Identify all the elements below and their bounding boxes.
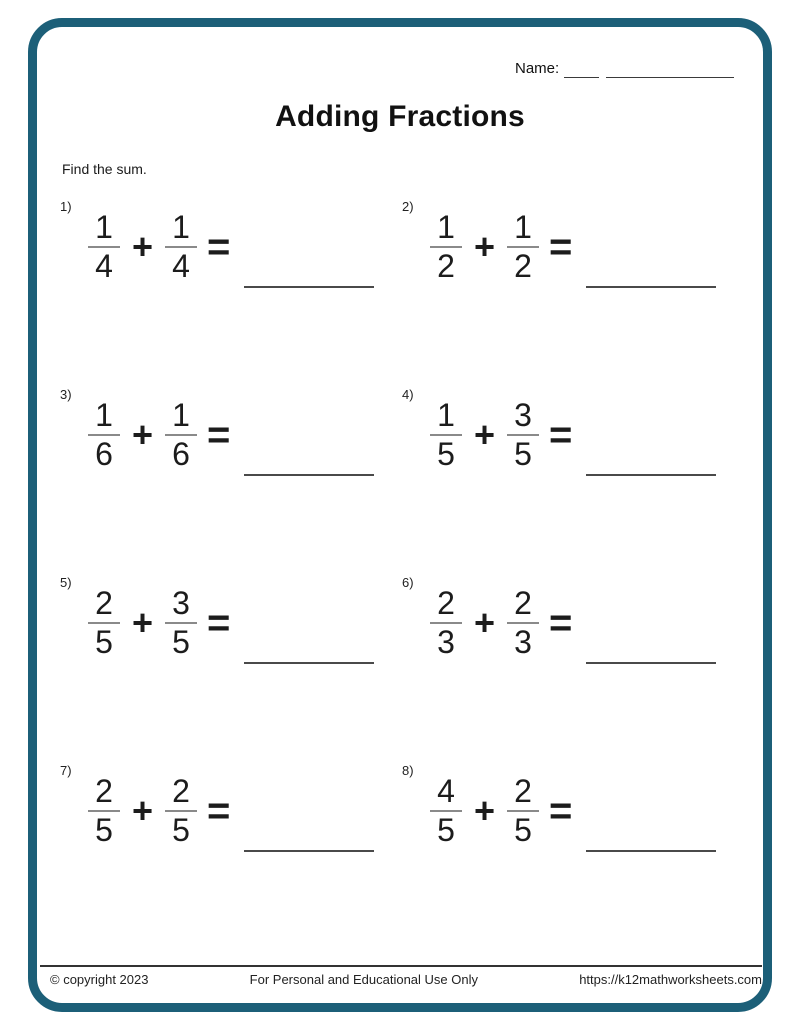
numerator: 3 — [172, 585, 190, 621]
problem — [402, 761, 744, 861]
name-field-row — [515, 60, 734, 78]
denominator: 6 — [95, 436, 113, 472]
denominator: 2 — [437, 248, 455, 284]
numerator: 2 — [514, 773, 532, 809]
name-blank-line[interactable] — [606, 61, 734, 78]
equals-sign: = — [549, 789, 573, 833]
equals-sign: = — [549, 413, 573, 457]
numerator: 2 — [514, 585, 532, 621]
numerator: 2 — [172, 773, 190, 809]
second-fraction — [165, 397, 197, 472]
first-fraction — [88, 397, 120, 472]
denominator: 2 — [514, 248, 532, 284]
second-fraction — [507, 397, 539, 472]
second-fraction — [507, 585, 539, 660]
denominator: 5 — [437, 436, 455, 472]
problem-number: 4) — [402, 387, 414, 402]
numerator: 2 — [95, 585, 113, 621]
plus-sign: + — [474, 602, 496, 643]
problem — [402, 385, 744, 485]
denominator: 5 — [95, 812, 113, 848]
first-fraction — [88, 585, 120, 660]
footer-usage-note: For Personal and Educational Use Only — [249, 972, 479, 987]
denominator: 5 — [172, 624, 190, 660]
first-fraction — [430, 773, 462, 848]
plus-sign: + — [132, 790, 154, 831]
numerator: 1 — [437, 397, 455, 433]
equals-sign: = — [207, 601, 231, 645]
problem — [60, 573, 402, 673]
instructions-text: Find the sum. — [62, 161, 147, 177]
problem-number: 6) — [402, 575, 414, 590]
first-fraction — [88, 773, 120, 848]
denominator: 4 — [95, 248, 113, 284]
plus-sign: + — [474, 414, 496, 455]
numerator: 2 — [95, 773, 113, 809]
numerator: 4 — [437, 773, 455, 809]
footer-copyright: © copyright 2023 — [50, 972, 149, 987]
equals-sign: = — [207, 225, 231, 269]
denominator: 6 — [172, 436, 190, 472]
first-fraction — [430, 209, 462, 284]
answer-blank[interactable] — [586, 474, 716, 476]
problem-number: 1) — [60, 199, 72, 214]
denominator: 4 — [172, 248, 190, 284]
problem-number: 2) — [402, 199, 414, 214]
equals-sign: = — [549, 601, 573, 645]
problem-number: 8) — [402, 763, 414, 778]
problem — [60, 197, 402, 297]
numerator: 1 — [95, 397, 113, 433]
second-fraction — [165, 209, 197, 284]
numerator: 1 — [172, 209, 190, 245]
numerator: 1 — [514, 209, 532, 245]
problem — [60, 385, 402, 485]
plus-sign: + — [132, 226, 154, 267]
answer-blank[interactable] — [244, 850, 374, 852]
problem-number: 3) — [60, 387, 72, 402]
numerator: 2 — [437, 585, 455, 621]
answer-blank[interactable] — [244, 286, 374, 288]
numerator: 1 — [95, 209, 113, 245]
problem — [60, 761, 402, 861]
first-fraction — [430, 397, 462, 472]
denominator: 3 — [437, 624, 455, 660]
answer-blank[interactable] — [244, 474, 374, 476]
answer-blank[interactable] — [586, 850, 716, 852]
equals-sign: = — [549, 225, 573, 269]
denominator: 5 — [437, 812, 455, 848]
plus-sign: + — [474, 226, 496, 267]
first-fraction — [430, 585, 462, 660]
name-blank-line[interactable] — [564, 61, 599, 78]
plus-sign: + — [132, 414, 154, 455]
name-label: Name: — [515, 60, 560, 77]
plus-sign: + — [132, 602, 154, 643]
footer-url: https://k12mathworksheets.com — [579, 972, 762, 987]
second-fraction — [165, 773, 197, 848]
problem — [402, 197, 744, 297]
second-fraction — [165, 585, 197, 660]
page-title: Adding Fractions — [275, 100, 525, 133]
second-fraction — [507, 209, 539, 284]
problem — [402, 573, 744, 673]
numerator: 3 — [514, 397, 532, 433]
problem-number: 5) — [60, 575, 72, 590]
second-fraction — [507, 773, 539, 848]
footer — [50, 972, 762, 987]
denominator: 5 — [172, 812, 190, 848]
equals-sign: = — [207, 789, 231, 833]
problem-number: 7) — [60, 763, 72, 778]
denominator: 5 — [514, 812, 532, 848]
equals-sign: = — [207, 413, 231, 457]
first-fraction — [88, 209, 120, 284]
numerator: 1 — [437, 209, 455, 245]
plus-sign: + — [474, 790, 496, 831]
denominator: 3 — [514, 624, 532, 660]
denominator: 5 — [514, 436, 532, 472]
denominator: 5 — [95, 624, 113, 660]
footer-divider — [40, 965, 762, 967]
problems-grid — [60, 197, 744, 949]
numerator: 1 — [172, 397, 190, 433]
answer-blank[interactable] — [244, 662, 374, 664]
answer-blank[interactable] — [586, 662, 716, 664]
answer-blank[interactable] — [586, 286, 716, 288]
